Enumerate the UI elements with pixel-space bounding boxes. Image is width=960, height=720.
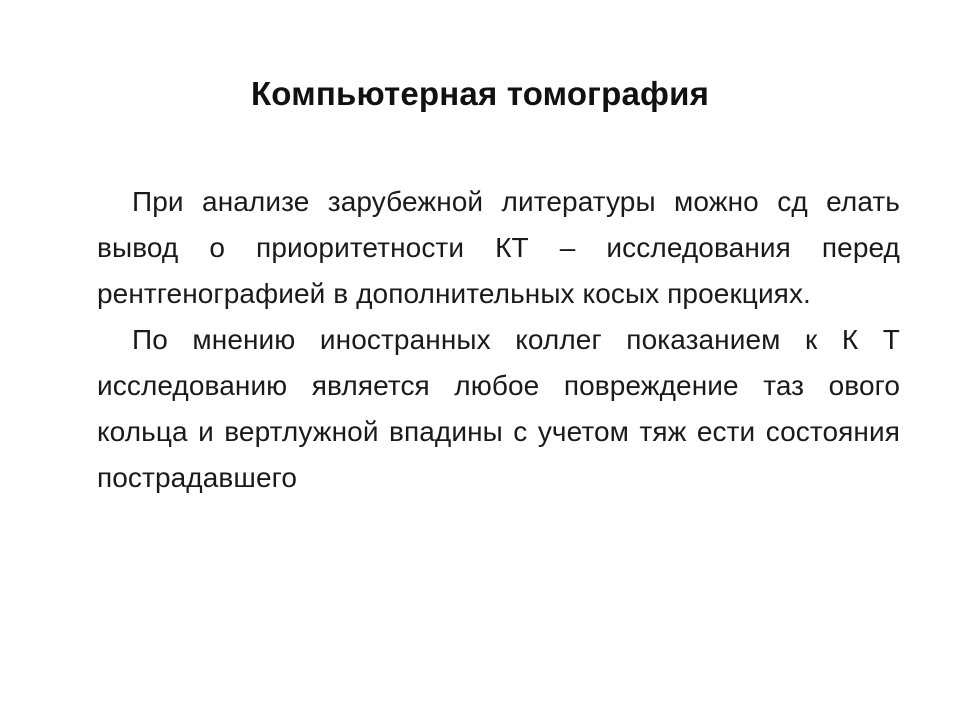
slide-title: Компьютерная томография xyxy=(250,75,710,112)
paragraph-literature-review: При анализе зарубежной литературы можно сд елать вывод о приоритетности КТ – исследования перед рентгенографией в дополнительных косых проекциях. xyxy=(97,186,900,309)
paragraph-foreign-colleagues: По мнению иностранных коллег показанием к К Т исследованию является любое повреждение таз ового кольца и вертлужной впадины с учетом тяж ести состояния пострадавшего xyxy=(97,324,900,493)
slide-body xyxy=(97,179,900,501)
